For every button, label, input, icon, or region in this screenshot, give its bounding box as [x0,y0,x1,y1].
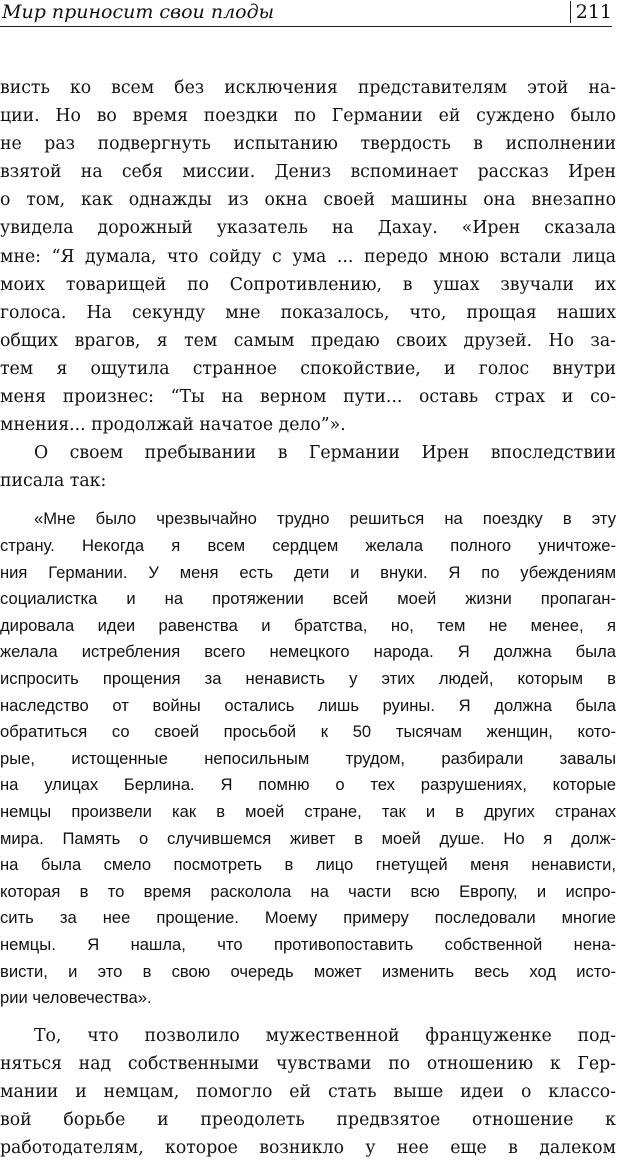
body-text [0,74,616,1162]
quote-line: которая в то время расколола на части всю Европу, и испро- [0,881,616,901]
text-line: моих товарищей по Сопротивлению, в ушах звучали их [0,274,616,295]
text-line: вой борьбе и преодолеть предвзятое отношение к [0,1109,616,1130]
block-quote [0,506,616,1011]
page-number: 211 [570,1,612,23]
quote-line: наследство от войны остались лишь руины. Я должна была [0,695,616,715]
text-line: голоса. На секунду мне показалось, что, прощая наших [0,302,616,323]
quote-line: немцы. Я нашла, что противопоставить собственной нена- [0,934,616,954]
quote-line: обратиться со своей просьбой к 50 тысячам женщин, кото- [0,722,616,742]
text-line: меня произнес: “Ты на верном пути... оставь страх и со- [0,387,616,408]
text-line: не раз подвергнуть испытанию твердость в исполнении [0,134,616,155]
text-line: висть ко всем без исключения представителям этой на- [0,78,616,98]
text-line: мнения... продолжай начатое дело”». [0,415,346,436]
quote-line: немцы произвели как в моей стране, так и в других странах [0,801,616,821]
quote-line: мира. Память о случившемся живет в моей душе. Но я долж- [0,828,616,848]
text-line: няться над собственными чувствами по отношению к Гер- [0,1053,616,1074]
text-line: общих врагов, я тем самым предаю своих друзей. Но за- [0,330,616,351]
running-header [0,0,612,27]
quote-line: «Мне было чрезвычайно трудно решиться на поездку в эту [34,509,616,529]
text-line: работодателям, которое возникло у нее еще в далеком [0,1138,616,1159]
text-line: ции. Но во время поездки по Германии ей суждено было [0,106,616,127]
text-line: мании и немцам, помогло ей стать выше идеи о классо- [0,1081,616,1102]
text-line: О своем пребывании в Германии Ирен впоследствии [34,443,616,464]
quote-line: ния Германии. У меня есть дети и внуки. Я по убеждениям [0,562,616,582]
quote-line: рии человечества». [0,988,152,1008]
quote-line: рые, истощенные непосильным трудом, разбирали завалы [0,748,616,768]
text-line: о том, как однажды из окна своей машины она внезапно [0,190,616,211]
running-title: Мир приносит свои плоды [2,1,275,23]
quote-line: на улицах Берлина. Я помню о тех разрушениях, которые [0,775,616,795]
quote-line: испросить прощения за ненависть у этих людей, которым в [0,668,616,688]
quote-line: желала истребления всего немецкого народа. Я должна была [0,642,616,662]
quote-line: на была смело посмотреть в лицо гнетущей меня ненависти, [0,855,616,875]
text-line: писала так: [0,471,107,492]
quote-line: социалистка и на протяжении всей моей жизни пропаган- [0,589,616,609]
text-line: увидела дорожный указатель на Дахау. «Ирен сказала [0,218,616,239]
text-line: взятой на себя миссии. Дениз вспоминает рассказ Ирен [0,162,616,183]
quote-line: страну. Некогда я всем сердцем желала полного уничтоже- [0,536,616,555]
text-line: тем я ощутила странное спокойствие, и голос внутри [0,358,616,379]
paragraph-intro-quote [0,439,616,495]
text-line: То, что позволило мужественной француженке под- [34,1025,616,1046]
text-line: мне: “Я думала, что сойду с ума ... передо мною встали лица [0,246,616,267]
quote-line: дировала идеи равенства и братства, но, тем не менее, я [0,615,616,635]
quote-line: сить за нее прощение. Моему примеру последовали многие [0,908,616,928]
paragraph-conclusion [0,1022,616,1162]
quote-line: висти, и это в свою очередь может изменить весь ход исто- [0,961,616,981]
paragraph-continuation [0,74,616,439]
